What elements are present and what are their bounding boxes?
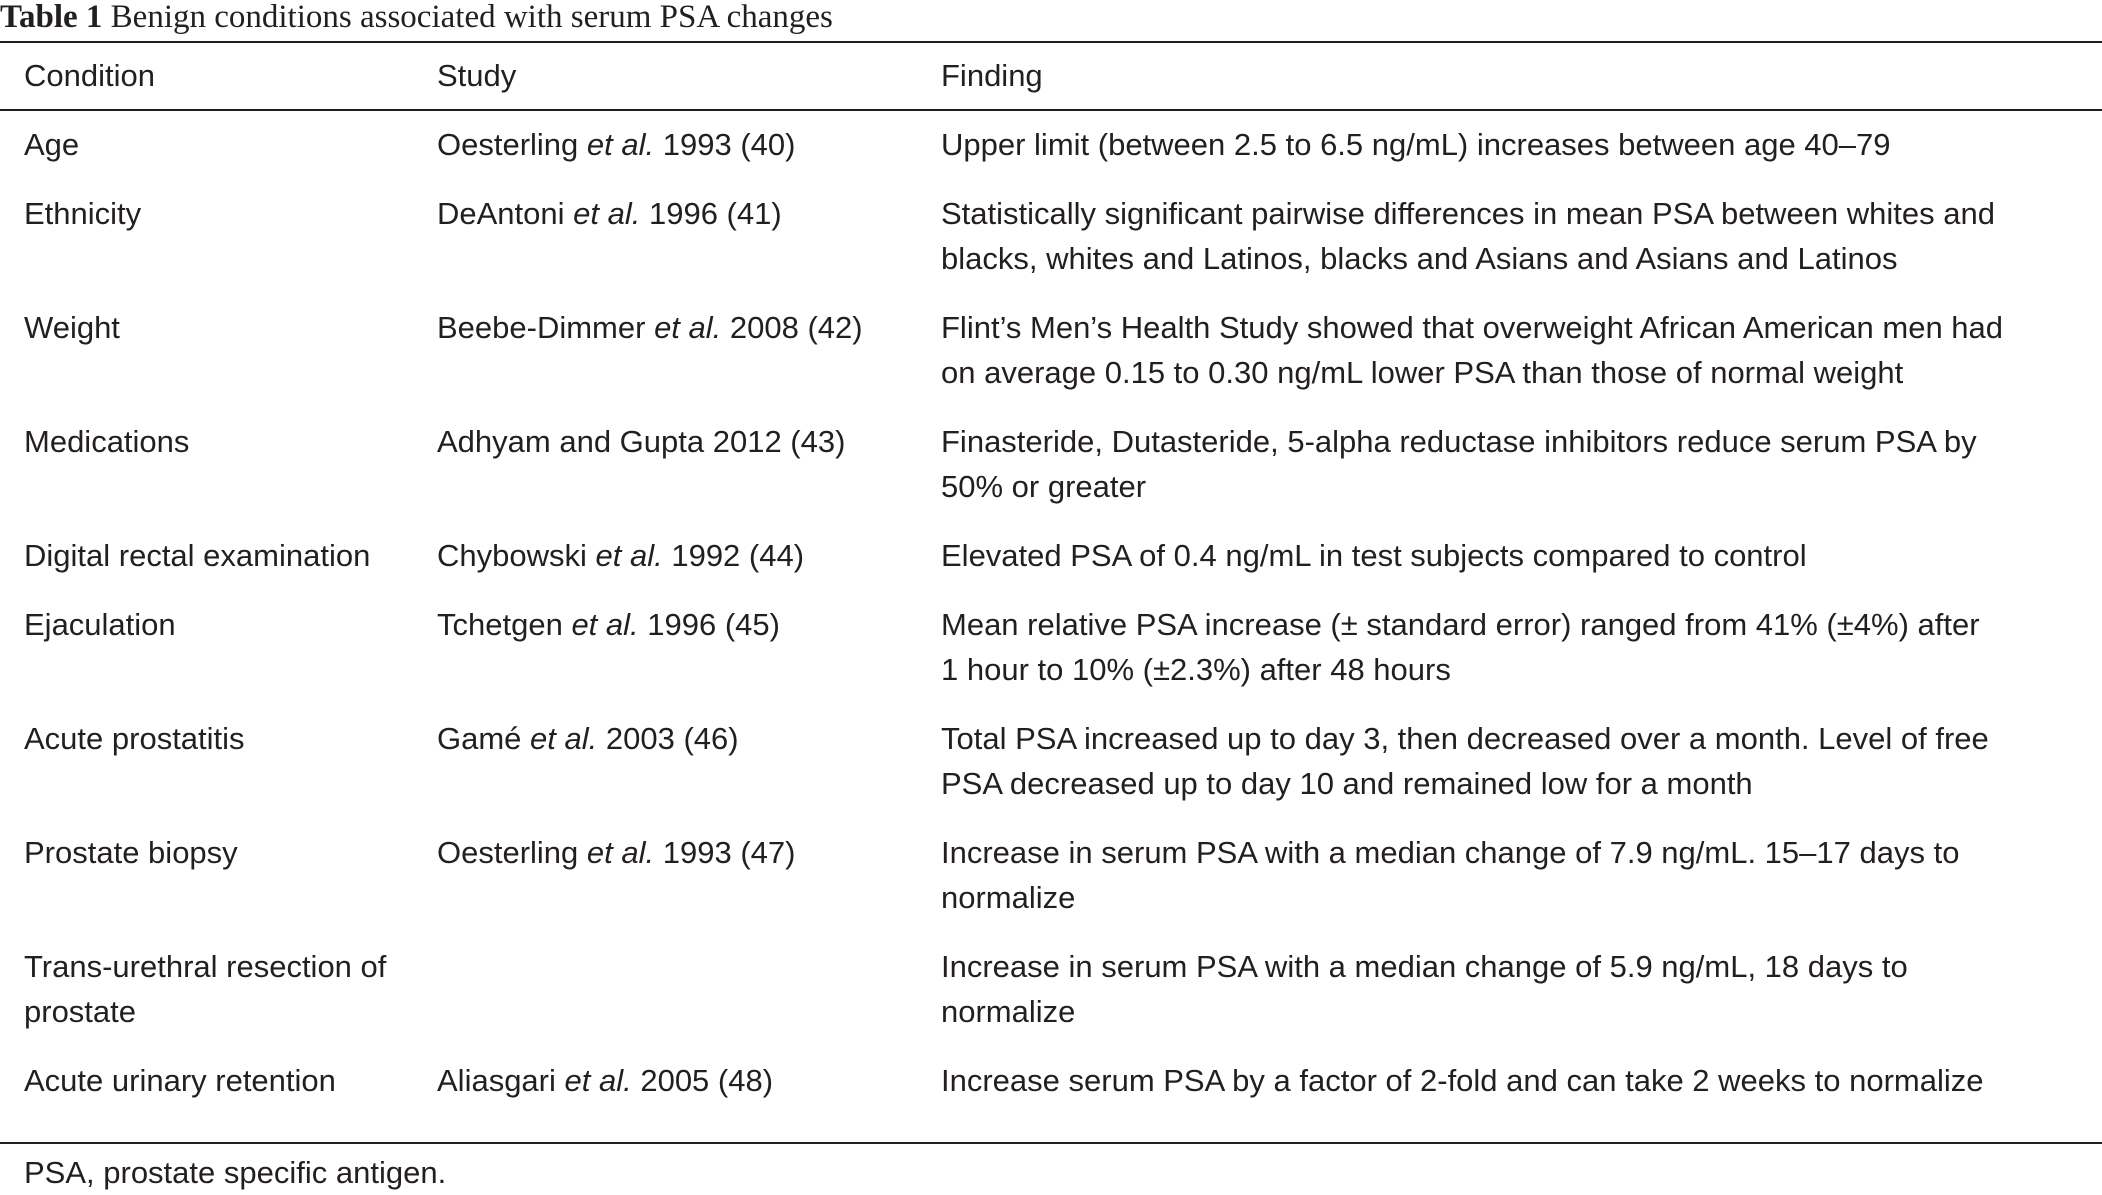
table-caption-label: Table 1: [0, 0, 103, 35]
study-cell: [437, 1058, 927, 1103]
condition-cell: [24, 944, 424, 1034]
condition-line: Acute prostatitis: [24, 721, 245, 756]
condition-cell: [24, 419, 424, 464]
condition-cell: [24, 122, 424, 167]
condition-line: Trans-urethral resection of: [24, 949, 387, 984]
study-author: Beebe-Dimmer: [437, 310, 655, 345]
condition-cell: [24, 830, 424, 875]
condition-line: Ejaculation: [24, 607, 176, 642]
finding-line: PSA decreased up to day 10 and remained low for a month: [941, 766, 1753, 801]
header-condition: Condition: [24, 58, 155, 93]
condition-line: Weight: [24, 310, 120, 345]
finding-line: 1 hour to 10% (±2.3%) after 48 hours: [941, 652, 1451, 687]
study-cell: [437, 191, 927, 236]
finding-line: Elevated PSA of 0.4 ng/mL in test subjects compared to control: [941, 538, 1807, 573]
finding-line: Total PSA increased up to day 3, then decreased over a month. Level of free: [941, 721, 1989, 756]
finding-line: normalize: [941, 880, 1076, 915]
study-cell: [437, 419, 927, 464]
condition-line: Acute urinary retention: [24, 1063, 336, 1098]
study-cell: [437, 716, 927, 761]
condition-cell: [24, 305, 424, 350]
finding-line: Finasteride, Dutasteride, 5-alpha reductase inhibitors reduce serum PSA by: [941, 424, 1977, 459]
study-author: Aliasgari: [437, 1063, 565, 1098]
study-etal: et al.: [564, 1063, 632, 1098]
condition-line: Ethnicity: [24, 196, 142, 231]
study-year-ref: 1992 (44): [662, 538, 805, 573]
study-year-ref: 1993 (40): [654, 127, 796, 162]
study-cell: [437, 830, 927, 875]
finding-line: Statistically significant pairwise differences in mean PSA between whites and: [941, 196, 1995, 231]
condition-cell: [24, 1058, 424, 1103]
study-year-ref: 1993 (47): [654, 835, 796, 870]
finding-line: 50% or greater: [941, 469, 1147, 504]
condition-line: Prostate biopsy: [24, 835, 238, 870]
condition-cell: [24, 533, 424, 578]
study-author: Gamé: [437, 721, 531, 756]
top-rule: [0, 41, 2102, 43]
table-caption: [0, 0, 833, 40]
finding-line: Flint’s Men’s Health Study showed that overweight African American men had: [941, 310, 2004, 345]
study-author: Adhyam and Gupta 2012 (43): [437, 424, 846, 459]
condition-line: prostate: [24, 994, 137, 1029]
study-year-ref: 2005 (48): [631, 1063, 774, 1098]
finding-line: Mean relative PSA increase (± standard error) ranged from 41% (±4%) after: [941, 607, 1980, 642]
finding-line: on average 0.15 to 0.30 ng/mL lower PSA than those of normal weight: [941, 355, 1904, 390]
finding-line: normalize: [941, 994, 1076, 1029]
finding-cell: [941, 716, 2101, 806]
header-finding: Finding: [941, 58, 1043, 93]
study-author: Oesterling: [437, 835, 587, 870]
condition-line: Age: [24, 127, 80, 162]
study-etal: et al.: [571, 607, 639, 642]
finding-cell: [941, 122, 2101, 167]
finding-line: blacks, whites and Latinos, blacks and Asians and Asians and Latinos: [941, 241, 1898, 276]
study-etal: et al.: [595, 538, 663, 573]
study-cell: [437, 533, 927, 578]
table-footnote: PSA, prostate specific antigen.: [24, 1155, 447, 1190]
study-year-ref: 2003 (46): [597, 721, 739, 756]
study-year-ref: 1996 (41): [640, 196, 782, 231]
condition-cell: [24, 191, 424, 236]
finding-line: Increase serum PSA by a factor of 2-fold and can take 2 weeks to normalize: [941, 1063, 1984, 1098]
study-author: DeAntoni: [437, 196, 574, 231]
study-author: Oesterling: [437, 127, 587, 162]
condition-line: Digital rectal examination: [24, 538, 371, 573]
finding-cell: [941, 830, 2101, 920]
finding-cell: [941, 944, 2101, 1034]
finding-line: Increase in serum PSA with a median change of 5.9 ng/mL, 18 days to: [941, 949, 1908, 984]
header-study: Study: [437, 58, 517, 93]
study-author: Tchetgen: [437, 607, 572, 642]
condition-cell: [24, 602, 424, 647]
study-etal: et al.: [530, 721, 598, 756]
finding-cell: [941, 602, 2101, 692]
finding-cell: [941, 305, 2101, 395]
finding-cell: [941, 419, 2101, 509]
study-year-ref: 1996 (45): [638, 607, 780, 642]
header-rule: [0, 109, 2102, 111]
finding-cell: [941, 1058, 2101, 1103]
study-author: Chybowski: [437, 538, 596, 573]
finding-line: Upper limit (between 2.5 to 6.5 ng/mL) increases between age 40–79: [941, 127, 1891, 162]
finding-cell: [941, 191, 2101, 281]
study-etal: et al.: [654, 310, 722, 345]
bottom-rule: [0, 1142, 2102, 1144]
study-etal: et al.: [586, 835, 655, 870]
study-cell: [437, 122, 927, 167]
study-etal: et al.: [573, 196, 641, 231]
study-year-ref: 2008 (42): [721, 310, 863, 345]
study-cell: [437, 305, 927, 350]
condition-cell: [24, 716, 424, 761]
finding-line: Increase in serum PSA with a median change of 7.9 ng/mL. 15–17 days to: [941, 835, 1960, 870]
condition-line: Medications: [24, 424, 190, 459]
study-cell: [437, 602, 927, 647]
finding-cell: [941, 533, 2101, 578]
study-etal: et al.: [586, 127, 655, 162]
table-caption-text: Benign conditions associated with serum PSA changes: [110, 0, 833, 35]
